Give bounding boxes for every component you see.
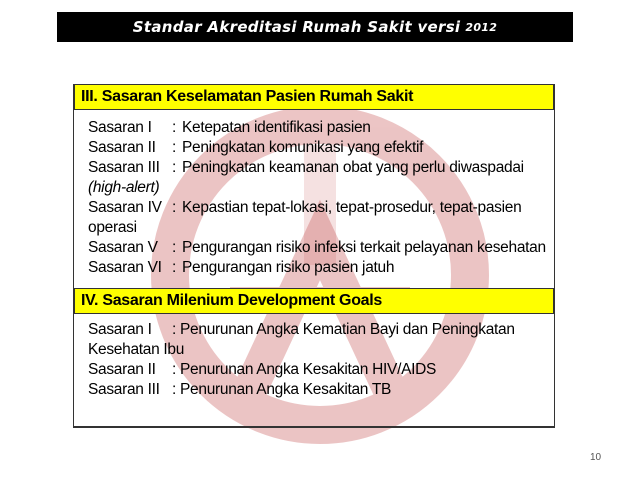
section-heading-patient-safety: III. Sasaran Keselamatan Pasien Rumah Sakit xyxy=(74,84,554,110)
list-item: Sasaran VI : Pengurangan risiko pasien jatuh xyxy=(88,259,395,276)
slide-title-year: 2012 xyxy=(465,20,498,34)
section-heading-mdg: IV. Sasaran Milenium Development Goals xyxy=(74,288,554,314)
content-table xyxy=(73,84,555,428)
item-continuation: Kesehatan Ibu xyxy=(88,341,185,358)
item-text: Pengurangan risiko infeksi terkait pelayanan kesehatan xyxy=(182,239,546,256)
list-item xyxy=(88,380,391,400)
item-label: Sasaran III xyxy=(88,159,160,176)
item-continuation: (high-alert) xyxy=(88,179,160,196)
item-text: : Penurunan Angka Kematian Bayi dan Peningkatan xyxy=(172,321,515,338)
item-text: Pengurangan risiko pasien jatuh xyxy=(182,259,395,276)
list-item xyxy=(88,360,436,380)
item-text: Kepastian tepat-lokasi, tepat-prosedur, tepat-pasien xyxy=(182,199,522,216)
item-label: Sasaran IV xyxy=(88,199,162,216)
item-label: Sasaran I xyxy=(88,119,152,136)
list-item: Sasaran II : Peningkatan komunikasi yang efektif xyxy=(88,139,424,156)
item-text: Peningkatan komunikasi yang efektif xyxy=(182,139,424,156)
list-item: Sasaran I : Ketepatan identifikasi pasien xyxy=(88,119,371,136)
item-label: Sasaran III xyxy=(88,381,160,398)
slide-title: Standar Akreditasi Rumah Sakit versi xyxy=(132,18,461,36)
list-item: Sasaran III : Peningkatan keamanan obat yang perlu diwaspadai xyxy=(88,159,524,176)
item-label: Sasaran II xyxy=(88,361,156,378)
list-item: Sasaran IV : Kepastian tepat-lokasi, tepat-prosedur, tepat-pasien xyxy=(88,199,522,216)
list-item: Sasaran V : Pengurangan risiko infeksi terkait pelayanan kesehatan xyxy=(88,239,546,256)
page-number: 10 xyxy=(590,452,602,463)
slide-title-bar xyxy=(57,12,573,42)
list-item xyxy=(88,320,515,340)
item-text: Ketepatan identifikasi pasien xyxy=(182,119,371,136)
item-text: Peningkatan keamanan obat yang perlu diwaspadai xyxy=(182,159,524,176)
item-text: : Penurunan Angka Kesakitan TB xyxy=(172,381,392,398)
item-label: Sasaran VI xyxy=(88,259,162,276)
item-continuation: operasi xyxy=(88,219,137,236)
item-label: Sasaran I xyxy=(88,321,152,338)
item-text: : Penurunan Angka Kesakitan HIV/AIDS xyxy=(172,361,437,378)
item-label: Sasaran II xyxy=(88,139,156,156)
item-label: Sasaran V xyxy=(88,239,158,256)
